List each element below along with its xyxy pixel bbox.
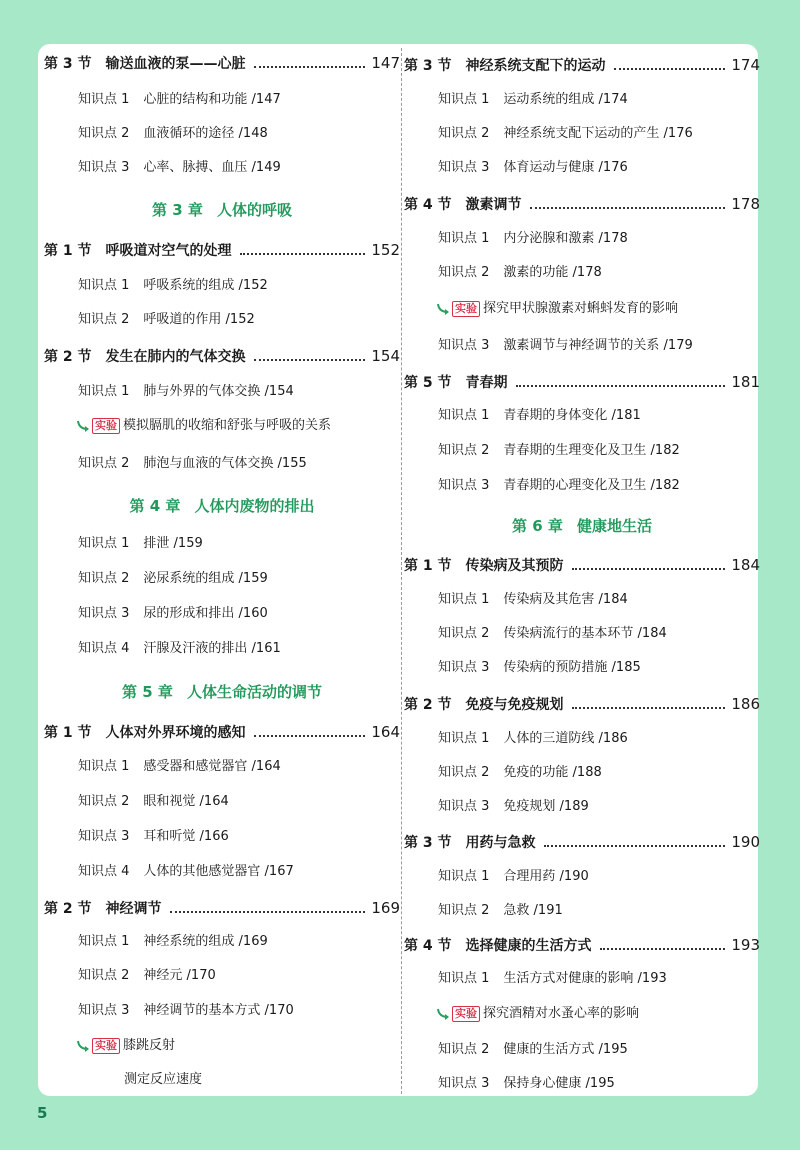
section-page: 164 bbox=[371, 723, 400, 741]
curved-arrow-icon bbox=[436, 303, 450, 315]
section-entry[interactable] bbox=[44, 345, 400, 367]
kp-label: 知识点 3 bbox=[78, 606, 130, 621]
experiment-text: 探究甲状腺激素对蝌蚪发育的影响 bbox=[483, 301, 679, 316]
leader-dots bbox=[614, 68, 726, 70]
knowledge-point[interactable] bbox=[44, 124, 434, 144]
knowledge-point[interactable] bbox=[44, 382, 434, 402]
section-page: 147 bbox=[371, 54, 400, 72]
experiment-entry[interactable] bbox=[404, 299, 792, 319]
section-page: 184 bbox=[731, 556, 760, 574]
section-number: 第 2 节 bbox=[44, 349, 92, 365]
knowledge-point[interactable] bbox=[44, 792, 434, 812]
leader-dots bbox=[254, 66, 366, 68]
knowledge-point[interactable] bbox=[404, 797, 794, 817]
kp-label: 知识点 3 bbox=[78, 829, 130, 844]
leader-dots bbox=[544, 845, 726, 847]
kp-text: 生活方式对健康的影响 /193 bbox=[503, 971, 667, 986]
section-title: 呼吸道对空气的处理 bbox=[105, 243, 232, 259]
kp-label: 知识点 1 bbox=[78, 92, 130, 107]
kp-label: 知识点 1 bbox=[78, 384, 130, 399]
kp-text: 心脏的结构和功能 /147 bbox=[143, 92, 281, 107]
kp-label: 知识点 3 bbox=[438, 799, 490, 814]
chapter-title: 健康地生活 bbox=[576, 517, 652, 535]
section-entry[interactable] bbox=[404, 371, 760, 393]
kp-text: 呼吸系统的组成 /152 bbox=[143, 278, 268, 293]
kp-label: 知识点 3 bbox=[438, 660, 490, 675]
kp-text: 保持身心健康 /195 bbox=[503, 1076, 615, 1091]
kp-text: 合理用药 /190 bbox=[503, 869, 589, 884]
section-page: 190 bbox=[731, 833, 760, 851]
kp-label: 知识点 2 bbox=[438, 626, 490, 641]
section-page: 181 bbox=[731, 373, 760, 391]
kp-label: 知识点 2 bbox=[438, 1042, 490, 1057]
knowledge-point[interactable] bbox=[404, 90, 794, 110]
section-title: 发生在肺内的气体交换 bbox=[105, 349, 246, 365]
kp-label: 知识点 1 bbox=[78, 759, 130, 774]
kp-label: 知识点 4 bbox=[78, 641, 130, 656]
kp-text: 激素的功能 /178 bbox=[503, 265, 602, 280]
section-page: 178 bbox=[731, 195, 760, 213]
kp-label: 知识点 2 bbox=[78, 126, 130, 141]
knowledge-point[interactable] bbox=[404, 624, 794, 644]
knowledge-point[interactable] bbox=[44, 862, 434, 882]
kp-text: 急救 /191 bbox=[503, 903, 563, 918]
kp-text: 尿的形成和排出 /160 bbox=[143, 606, 268, 621]
section-title: 激素调节 bbox=[465, 197, 522, 213]
kp-label: 知识点 2 bbox=[438, 903, 490, 918]
kp-label: 知识点 1 bbox=[438, 231, 490, 246]
leader-dots bbox=[572, 707, 726, 709]
kp-label: 知识点 1 bbox=[78, 934, 130, 949]
kp-label: 知识点 3 bbox=[438, 338, 490, 353]
section-title: 输送血液的泵——心脏 bbox=[105, 56, 246, 72]
section-title: 人体对外界环境的感知 bbox=[105, 725, 246, 741]
section-page: 186 bbox=[731, 695, 760, 713]
kp-text: 血液循环的途径 /148 bbox=[143, 126, 268, 141]
kp-label: 知识点 2 bbox=[78, 571, 130, 586]
knowledge-point[interactable] bbox=[404, 969, 794, 989]
kp-label: 知识点 3 bbox=[78, 160, 130, 175]
section-title: 神经系统支配下的运动 bbox=[465, 58, 606, 74]
experiment-badge: 实验 bbox=[92, 418, 120, 434]
knowledge-point[interactable] bbox=[404, 901, 794, 921]
kp-label: 知识点 1 bbox=[438, 731, 490, 746]
kp-text: 呼吸道的作用 /152 bbox=[143, 312, 255, 327]
section-number: 第 3 节 bbox=[404, 58, 452, 74]
knowledge-point[interactable] bbox=[44, 604, 434, 624]
chapter-number: 第 5 章 bbox=[122, 683, 173, 701]
kp-label: 知识点 2 bbox=[438, 126, 490, 141]
kp-text: 免疫规划 /189 bbox=[503, 799, 589, 814]
section-number: 第 4 节 bbox=[404, 938, 452, 954]
section-entry[interactable] bbox=[404, 554, 760, 576]
knowledge-point[interactable] bbox=[404, 729, 794, 749]
leader-dots bbox=[240, 253, 366, 255]
section-number: 第 3 节 bbox=[404, 835, 452, 851]
kp-text: 青春期的生理变化及卫生 /182 bbox=[503, 443, 680, 458]
kp-label: 知识点 1 bbox=[78, 278, 130, 293]
leader-dots bbox=[572, 568, 726, 570]
kp-text: 传染病流行的基本环节 /184 bbox=[503, 626, 667, 641]
chapter-title: 人体的呼吸 bbox=[216, 201, 292, 219]
chapter-number: 第 3 章 bbox=[152, 201, 203, 219]
kp-text: 神经系统支配下运动的产生 /176 bbox=[503, 126, 693, 141]
kp-label: 知识点 2 bbox=[78, 794, 130, 809]
kp-label: 知识点 2 bbox=[438, 765, 490, 780]
knowledge-point[interactable] bbox=[404, 406, 794, 426]
knowledge-point[interactable] bbox=[404, 658, 794, 678]
kp-text: 心率、脉搏、血压 /149 bbox=[143, 160, 281, 175]
kp-text: 传染病及其危害 /184 bbox=[503, 592, 628, 607]
experiment-badge: 实验 bbox=[452, 301, 480, 317]
knowledge-point[interactable] bbox=[404, 1040, 794, 1060]
knowledge-point[interactable] bbox=[44, 757, 434, 777]
kp-text: 人体的三道防线 /186 bbox=[503, 731, 628, 746]
page-number: 5 bbox=[37, 1104, 48, 1122]
section-number: 第 2 节 bbox=[404, 697, 452, 713]
kp-text: 激素调节与神经调节的关系 /179 bbox=[503, 338, 693, 353]
kp-text: 眼和视觉 /164 bbox=[143, 794, 229, 809]
kp-label: 知识点 4 bbox=[78, 864, 130, 879]
kp-text: 青春期的心理变化及卫生 /182 bbox=[503, 478, 680, 493]
kp-text: 耳和听觉 /166 bbox=[143, 829, 229, 844]
section-title: 用药与急救 bbox=[465, 835, 536, 851]
section-entry[interactable] bbox=[404, 934, 760, 956]
experiment-entry[interactable] bbox=[404, 1004, 792, 1024]
section-page: 193 bbox=[731, 936, 760, 954]
chapter-heading[interactable] bbox=[44, 494, 400, 518]
chapter-number: 第 4 章 bbox=[129, 497, 181, 515]
chapter-heading[interactable] bbox=[44, 680, 400, 704]
knowledge-point[interactable] bbox=[404, 124, 794, 144]
section-entry[interactable] bbox=[44, 721, 400, 743]
kp-text: 运动系统的组成 /174 bbox=[503, 92, 628, 107]
curved-arrow-icon bbox=[76, 1040, 90, 1052]
kp-label: 知识点 3 bbox=[78, 1003, 130, 1018]
kp-text: 感受器和感觉器官 /164 bbox=[143, 759, 281, 774]
kp-label: 知识点 2 bbox=[78, 312, 130, 327]
knowledge-point[interactable] bbox=[44, 276, 434, 296]
knowledge-point[interactable] bbox=[44, 310, 434, 330]
chapter-title: 人体内废物的排出 bbox=[194, 497, 315, 515]
section-title: 免疫与免疫规划 bbox=[465, 697, 564, 713]
knowledge-point[interactable] bbox=[404, 867, 794, 887]
knowledge-point[interactable] bbox=[44, 639, 434, 659]
knowledge-point[interactable] bbox=[44, 90, 434, 110]
kp-text: 青春期的身体变化 /181 bbox=[503, 408, 641, 423]
knowledge-point[interactable] bbox=[44, 932, 434, 952]
section-entry[interactable] bbox=[404, 831, 760, 853]
knowledge-point[interactable] bbox=[404, 336, 794, 356]
experiment-text: 模拟膈肌的收缩和舒张与呼吸的关系 bbox=[123, 418, 332, 433]
kp-text: 排泄 /159 bbox=[143, 536, 203, 551]
section-entry[interactable] bbox=[44, 239, 400, 261]
kp-text: 体育运动与健康 /176 bbox=[503, 160, 628, 175]
section-entry[interactable] bbox=[44, 52, 400, 74]
kp-label: 知识点 1 bbox=[438, 92, 490, 107]
kp-text: 内分泌腺和激素 /178 bbox=[503, 231, 628, 246]
kp-text: 免疫的功能 /188 bbox=[503, 765, 602, 780]
kp-text: 人体的其他感觉器官 /167 bbox=[143, 864, 294, 879]
kp-label: 知识点 1 bbox=[438, 869, 490, 884]
section-page: 152 bbox=[371, 241, 400, 259]
experiment-entry[interactable] bbox=[44, 1036, 432, 1056]
section-entry[interactable] bbox=[404, 693, 760, 715]
section-number: 第 4 节 bbox=[404, 197, 452, 213]
section-number: 第 3 节 bbox=[44, 56, 92, 72]
kp-text: 汗腺及汗液的排出 /161 bbox=[143, 641, 281, 656]
section-title: 青春期 bbox=[465, 375, 508, 391]
kp-text: 神经元 /170 bbox=[143, 968, 216, 983]
kp-label: 知识点 1 bbox=[78, 536, 130, 551]
kp-label: 知识点 2 bbox=[78, 456, 130, 471]
knowledge-point[interactable] bbox=[404, 158, 794, 178]
knowledge-point[interactable] bbox=[44, 966, 434, 986]
kp-label: 知识点 3 bbox=[438, 1076, 490, 1091]
kp-text: 健康的生活方式 /195 bbox=[503, 1042, 628, 1057]
section-number: 第 1 节 bbox=[44, 243, 92, 259]
kp-text: 神经调节的基本方式 /170 bbox=[143, 1003, 294, 1018]
section-title: 传染病及其预防 bbox=[465, 558, 564, 574]
curved-arrow-icon bbox=[76, 420, 90, 432]
section-number: 第 1 节 bbox=[44, 725, 92, 741]
section-entry[interactable] bbox=[44, 897, 400, 919]
experiment-text: 测定反应速度 bbox=[124, 1072, 203, 1087]
kp-label: 知识点 1 bbox=[438, 971, 490, 986]
experiment-entry[interactable] bbox=[44, 416, 432, 436]
section-number: 第 5 节 bbox=[404, 375, 452, 391]
kp-label: 知识点 1 bbox=[438, 592, 490, 607]
kp-label: 知识点 3 bbox=[438, 160, 490, 175]
section-number: 第 1 节 bbox=[404, 558, 452, 574]
experiment-badge: 实验 bbox=[92, 1038, 120, 1054]
knowledge-point[interactable] bbox=[44, 534, 434, 554]
experiment-badge: 实验 bbox=[452, 1006, 480, 1022]
knowledge-point[interactable] bbox=[44, 569, 434, 589]
knowledge-point[interactable] bbox=[404, 229, 794, 249]
kp-label: 知识点 2 bbox=[78, 968, 130, 983]
knowledge-point[interactable] bbox=[404, 441, 794, 461]
knowledge-point[interactable] bbox=[44, 1001, 434, 1021]
leader-dots bbox=[254, 735, 366, 737]
chapter-title: 人体生命活动的调节 bbox=[186, 683, 322, 701]
section-entry[interactable] bbox=[404, 193, 760, 215]
section-entry[interactable] bbox=[404, 54, 760, 76]
experiment-text: 膝跳反射 bbox=[123, 1038, 176, 1053]
chapter-heading[interactable] bbox=[44, 198, 400, 222]
kp-text: 泌尿系统的组成 /159 bbox=[143, 571, 268, 586]
knowledge-point[interactable] bbox=[404, 763, 794, 783]
knowledge-point[interactable] bbox=[44, 454, 434, 474]
kp-text: 传染病的预防措施 /185 bbox=[503, 660, 641, 675]
leader-dots bbox=[254, 359, 366, 361]
section-title: 选择健康的生活方式 bbox=[465, 938, 592, 954]
knowledge-point[interactable] bbox=[404, 1074, 794, 1094]
leader-dots bbox=[530, 207, 726, 209]
kp-text: 神经系统的组成 /169 bbox=[143, 934, 268, 949]
chapter-number: 第 6 章 bbox=[512, 517, 563, 535]
kp-label: 知识点 1 bbox=[438, 408, 490, 423]
leader-dots bbox=[600, 948, 726, 950]
curved-arrow-icon bbox=[436, 1008, 450, 1020]
knowledge-point[interactable] bbox=[404, 590, 794, 610]
knowledge-point[interactable] bbox=[404, 263, 794, 283]
kp-text: 肺泡与血液的气体交换 /155 bbox=[143, 456, 307, 471]
section-title: 神经调节 bbox=[105, 901, 162, 917]
kp-label: 知识点 3 bbox=[438, 478, 490, 493]
section-page: 169 bbox=[371, 899, 400, 917]
leader-dots bbox=[170, 911, 366, 913]
section-page: 174 bbox=[731, 56, 760, 74]
experiment-text: 探究酒精对水蚤心率的影响 bbox=[483, 1006, 640, 1021]
section-number: 第 2 节 bbox=[44, 901, 92, 917]
section-page: 154 bbox=[371, 347, 400, 365]
knowledge-point[interactable] bbox=[44, 158, 434, 178]
knowledge-point[interactable] bbox=[404, 476, 794, 496]
kp-text: 肺与外界的气体交换 /154 bbox=[143, 384, 294, 399]
kp-label: 知识点 2 bbox=[438, 443, 490, 458]
leader-dots bbox=[516, 385, 726, 387]
chapter-heading[interactable] bbox=[404, 514, 760, 538]
kp-label: 知识点 2 bbox=[438, 265, 490, 280]
knowledge-point[interactable] bbox=[44, 827, 434, 847]
